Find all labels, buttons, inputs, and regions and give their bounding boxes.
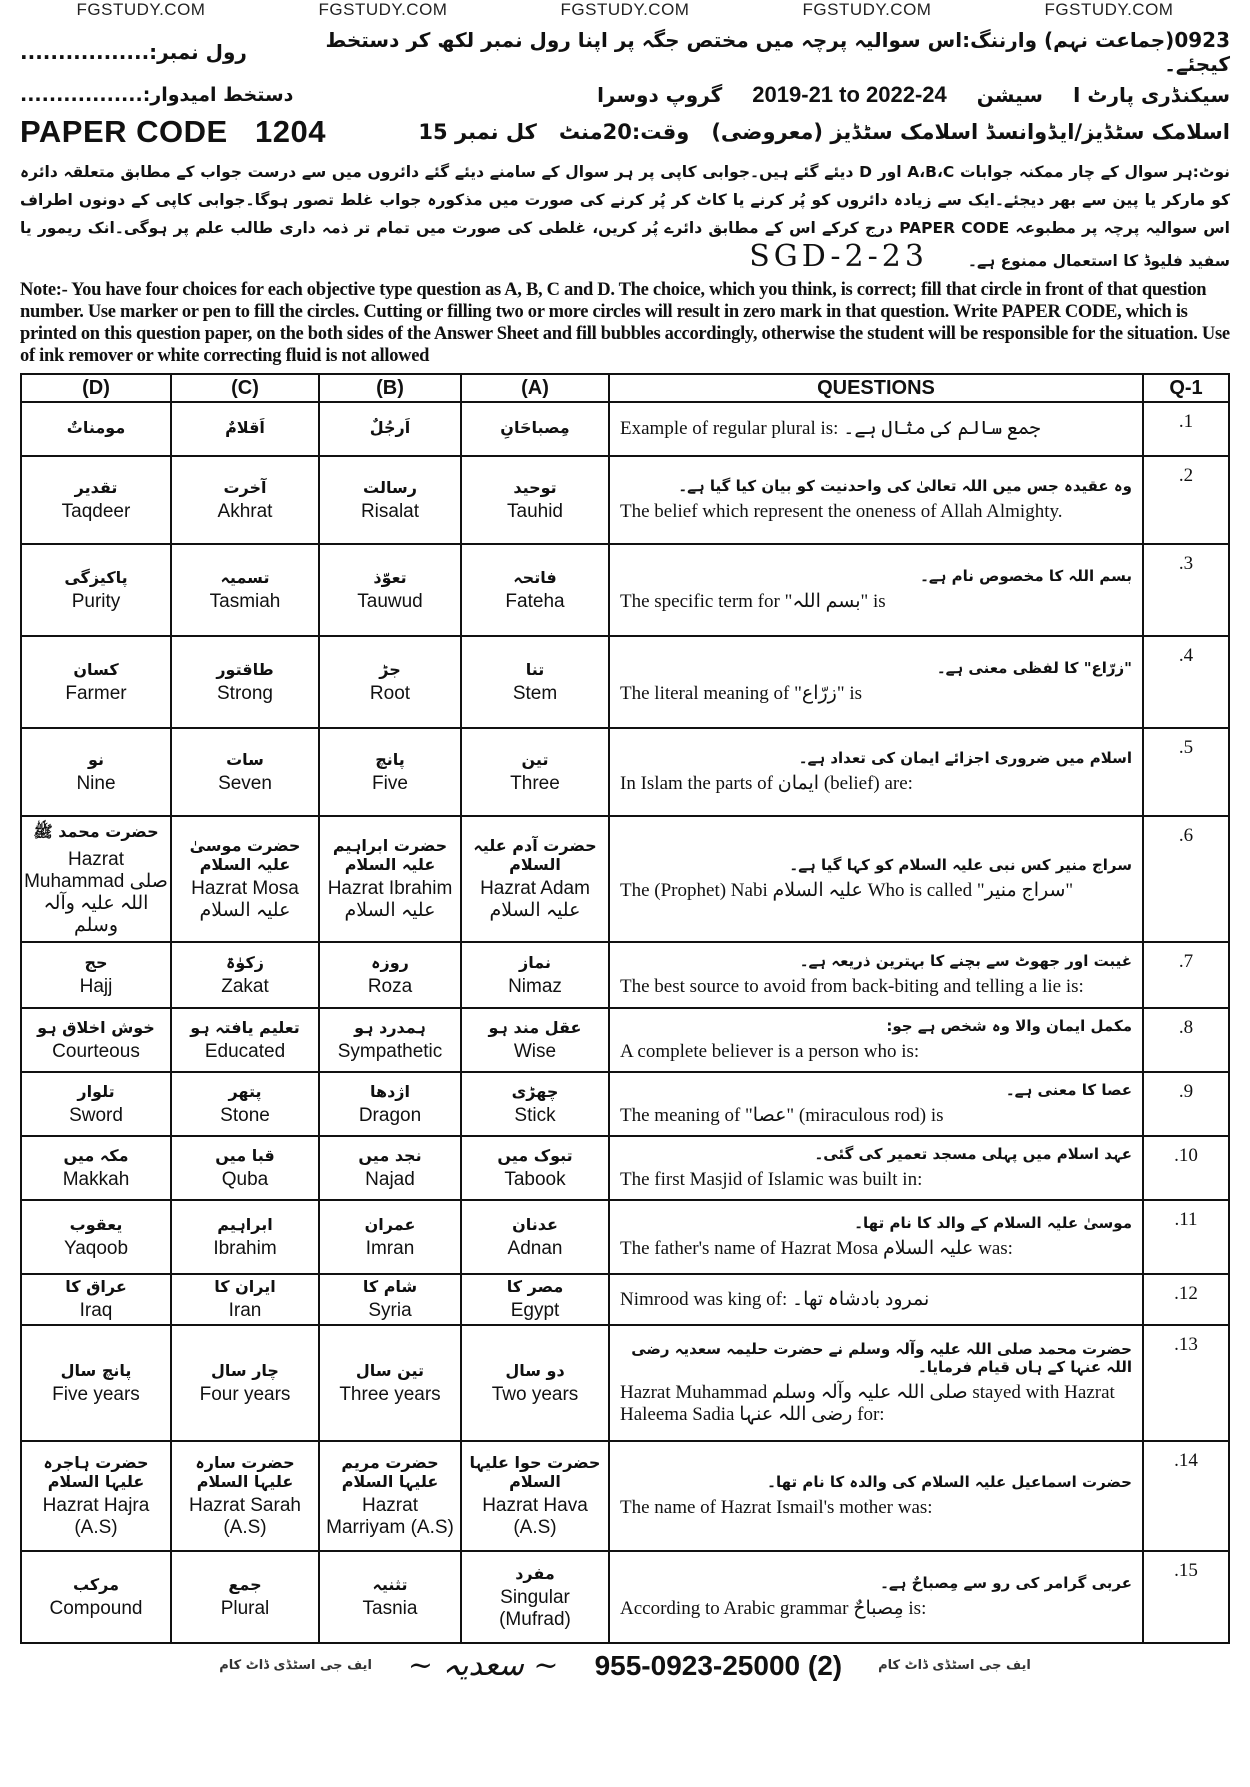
footer-code: 955-0923-25000 (2)	[594, 1649, 843, 1681]
question-row	[21, 1008, 1229, 1072]
option-c	[171, 456, 319, 544]
question-row	[21, 1200, 1229, 1274]
option-urdu: چار سال	[211, 1360, 279, 1380]
english-instructions: Note:- You have four choices for each objective type question as A, B, C and D. The choice, which you think, is correct; fill that circle in front of that question number. Use marker or pen to fill the circles. Cutting or filling two or more circles will result in zero mark in that question. Write PAPER CODE, which is printed on this question paper, on the both sides of the Answer Sheet and fill bubbles accordingly, otherwise the student will be responsible for the situation. Use of ink remover or white correcting fluid is not allowed	[20, 280, 1230, 366]
option-urdu: اژدھا	[369, 1081, 410, 1101]
option-urdu: شام کا	[362, 1277, 418, 1296]
question-urdu: بسم اللہ کا مخصوص نام ہے۔	[920, 567, 1132, 585]
option-urdu: تین	[521, 749, 549, 769]
option-a	[461, 1441, 609, 1551]
option-b	[319, 456, 461, 544]
option-urdu: ابراہیم	[217, 1214, 273, 1234]
option-urdu: اَقلامٌ	[225, 417, 265, 437]
option-c	[171, 1008, 319, 1072]
option-english: Three	[510, 772, 560, 794]
option-urdu: تنا	[525, 659, 545, 679]
option-a	[461, 1072, 609, 1136]
option-b	[319, 1325, 461, 1441]
option-urdu: حج	[84, 952, 108, 972]
option-a	[461, 1200, 609, 1274]
option-english: Egypt	[510, 1300, 560, 1321]
option-urdu: مرکب	[72, 1574, 120, 1594]
question-row	[21, 1441, 1229, 1551]
paper-code-label: PAPER CODE	[20, 114, 228, 149]
option-english: Hazrat Ibrahim علیہ السلام	[327, 878, 453, 921]
option-d	[21, 1008, 171, 1072]
question-urdu: حضرت محمد صلی اللہ علیہ وآلہ وسلم نے حضرت حلیمہ سعدیہ رضی اللہ عنہا کے ہاں قیام فرمایا۔	[631, 1340, 1132, 1376]
footer-watermark: ایف جی اسٹڈی ڈاٹ کام	[878, 1658, 1031, 1673]
option-d	[21, 456, 171, 544]
question-number: .9	[1143, 1072, 1229, 1136]
option-a	[461, 402, 609, 456]
option-english: Hazrat Hajra (A.S)	[42, 1495, 150, 1538]
header-questions: QUESTIONS	[609, 374, 1143, 402]
option-urdu: عراق کا	[65, 1277, 127, 1296]
option-d	[21, 1274, 171, 1325]
question-text	[609, 1274, 1143, 1325]
watermark: FGSTUDY.COM	[76, 0, 206, 19]
option-b	[319, 1136, 461, 1200]
option-urdu: مومناتٌ	[66, 417, 126, 437]
option-english: Sympathetic	[337, 1040, 443, 1062]
header-row-1	[20, 28, 1230, 76]
option-urdu: جمع	[228, 1574, 262, 1594]
option-urdu: اَرجُلٌ	[369, 417, 411, 437]
candidate-signature-field: دستخط امیدوار:.................	[20, 84, 294, 106]
option-d	[21, 942, 171, 1008]
option-b	[319, 544, 461, 636]
option-urdu: چھڑی	[511, 1081, 559, 1101]
question-english: Example of regular plural is: جمع سالم کی مثال ہے۔	[620, 418, 1041, 439]
question-text	[609, 402, 1143, 456]
option-urdu: مِصباحَانِ	[500, 417, 570, 437]
total-marks: کل نمبر 15	[418, 120, 537, 144]
option-english: Hazrat Adam علیہ السلام	[480, 878, 590, 921]
option-english: Adnan	[507, 1237, 563, 1259]
option-urdu: فاتحہ	[513, 567, 557, 587]
option-urdu: عمران	[364, 1214, 416, 1234]
option-urdu: پانچ	[375, 749, 405, 769]
option-english: Imran	[365, 1237, 415, 1259]
option-english: Taqdeer	[61, 500, 131, 522]
option-english: Tasmiah	[209, 590, 281, 612]
option-urdu: پاکیزگی	[64, 567, 128, 587]
option-a	[461, 544, 609, 636]
option-english: Iraq	[79, 1300, 113, 1321]
watermark: FGSTUDY.COM	[560, 0, 690, 19]
option-urdu: تین سال	[355, 1360, 425, 1380]
question-number: .6	[1143, 816, 1229, 942]
option-c	[171, 1136, 319, 1200]
option-urdu: تثنیہ	[372, 1574, 408, 1594]
option-english: Four years	[199, 1383, 291, 1405]
question-number: .3	[1143, 544, 1229, 636]
option-english: Tasnia	[362, 1597, 418, 1619]
question-urdu: غیبت اور جھوٹ سے بچنے کا بہترین ذریعہ ہے۔	[799, 952, 1132, 970]
question-row	[21, 1136, 1229, 1200]
group-label: گروپ دوسرا	[597, 83, 723, 107]
question-english: The name of Hazrat Ismail's mother was:	[620, 1497, 933, 1518]
question-english: A complete believer is a person who is:	[620, 1041, 920, 1062]
option-english: Hazrat Sarah (A.S)	[189, 1495, 301, 1538]
question-text	[609, 544, 1143, 636]
option-b	[319, 1551, 461, 1643]
option-english: Nimaz	[508, 975, 562, 997]
question-english: The first Masjid of Islamic was built in:	[620, 1169, 923, 1190]
question-row	[21, 1551, 1229, 1643]
warning-text: 0923(جماعت نہم) وارننگ:اس سوالیہ پرچہ میں مختص جگہ پر اپنا رول نمبر لکھ کر دستخط کیجئے۔	[325, 28, 1230, 76]
option-english: Fateha	[505, 590, 565, 612]
option-urdu: آخرت	[223, 477, 267, 497]
signature-scribble: ~ سعدیہ ~	[407, 1648, 559, 1683]
option-b	[319, 1274, 461, 1325]
time-allowed: وقت:20منٹ	[558, 120, 690, 144]
option-c	[171, 1325, 319, 1441]
option-english: Root	[369, 682, 411, 704]
question-number: .5	[1143, 728, 1229, 816]
option-english: Akhrat	[217, 500, 273, 522]
header-q1: Q-1	[1143, 374, 1229, 402]
question-english: The father's name of Hazrat Mosa علیہ السلام was:	[620, 1238, 1013, 1259]
option-english: Quba	[221, 1168, 269, 1190]
option-urdu: جڑ	[379, 659, 401, 679]
option-english: Five	[372, 772, 408, 794]
question-row	[21, 636, 1229, 728]
option-c	[171, 942, 319, 1008]
watermark: FGSTUDY.COM	[1044, 0, 1174, 19]
option-a	[461, 1136, 609, 1200]
paper-code	[20, 114, 326, 150]
option-urdu: ایران کا	[214, 1277, 276, 1296]
header-a: (A)	[461, 374, 609, 402]
option-d	[21, 1072, 171, 1136]
question-urdu: مکمل ایمان والا وہ شخص ہے جو:	[886, 1017, 1132, 1035]
option-english: Farmer	[65, 682, 127, 704]
option-urdu: تعلیم یافتہ ہو	[190, 1017, 300, 1037]
handwritten-code: SGD-2-23	[749, 239, 928, 274]
option-urdu: توحید	[513, 477, 557, 497]
option-english: Seven	[218, 772, 272, 794]
option-d	[21, 1200, 171, 1274]
option-english: Five years	[52, 1383, 140, 1405]
question-english: According to Arabic grammar مِصباحٌ is:	[620, 1598, 927, 1619]
subject-title-row	[350, 120, 1230, 144]
option-english: Two years	[491, 1383, 579, 1405]
question-number: .13	[1143, 1325, 1229, 1441]
option-d	[21, 1551, 171, 1643]
question-row	[21, 816, 1229, 942]
option-d	[21, 636, 171, 728]
option-english: Nine	[76, 772, 116, 794]
question-urdu: اسلام میں ضروری اجزائے ایمان کی تعداد ہے۔	[798, 749, 1132, 767]
option-b	[319, 1441, 461, 1551]
option-urdu: تبوک میں	[497, 1145, 573, 1165]
option-urdu: پتھر	[228, 1081, 262, 1101]
footer-watermark: ایف جی اسٹڈی ڈاٹ کام	[219, 1658, 372, 1673]
option-english: Sword	[69, 1104, 123, 1126]
option-english: Roza	[367, 975, 413, 997]
question-row	[21, 544, 1229, 636]
option-english: Hazrat Hava (A.S)	[482, 1495, 588, 1538]
question-english: The specific term for "بسم اللہ" is	[620, 591, 886, 612]
option-urdu: نماز	[519, 952, 551, 972]
option-english: Singular (Mufrad)	[499, 1586, 571, 1630]
option-english: Tauwud	[357, 590, 423, 612]
watermark: FGSTUDY.COM	[318, 0, 448, 19]
urdu-instructions	[20, 158, 1230, 275]
question-english: Nimrood was king of: نمرود بادشاہ تھا۔	[620, 1288, 930, 1310]
question-number: .15	[1143, 1551, 1229, 1643]
option-b	[319, 402, 461, 456]
question-row	[21, 942, 1229, 1008]
option-english: Wise	[513, 1040, 557, 1062]
option-d	[21, 1136, 171, 1200]
option-english: Ibrahim	[213, 1237, 277, 1259]
question-number: .8	[1143, 1008, 1229, 1072]
option-english: Stem	[512, 682, 558, 704]
option-urdu: دو سال	[505, 1360, 565, 1380]
option-english: Plural	[220, 1597, 270, 1619]
questions-table	[20, 373, 1230, 1644]
option-english: Hazrat Mosa علیہ السلام	[191, 878, 299, 921]
option-english: Hazrat Marriyam (A.S)	[326, 1495, 454, 1538]
option-english: Courteous	[52, 1040, 140, 1062]
watermark-row	[20, 0, 1230, 22]
question-row	[21, 1072, 1229, 1136]
question-text	[609, 1072, 1143, 1136]
option-urdu: ہمدرد ہو	[354, 1017, 426, 1037]
option-english: Makkah	[62, 1168, 130, 1190]
part-label: سیکنڈری پارٹ I	[1072, 83, 1230, 107]
question-row	[21, 456, 1229, 544]
option-urdu: حضرت سارہ علیہا السلام	[195, 1453, 295, 1491]
option-english: Hazrat Muhammad صلی اللہ علیہ وآلہ وسلم	[24, 848, 168, 936]
option-urdu: تقدیر	[74, 477, 118, 497]
option-d	[21, 728, 171, 816]
question-text	[609, 1325, 1143, 1441]
question-text	[609, 942, 1143, 1008]
question-text	[609, 1200, 1143, 1274]
question-row	[21, 402, 1229, 456]
question-urdu: عہد اسلام میں پہلی مسجد تعمیر کی گئی۔	[814, 1145, 1132, 1163]
question-english: In Islam the parts of ایمان (belief) are:	[620, 773, 913, 794]
option-english: Dragon	[358, 1104, 422, 1126]
option-c	[171, 1441, 319, 1551]
option-d	[21, 1325, 171, 1441]
option-english: Syria	[368, 1300, 412, 1321]
option-c	[171, 1200, 319, 1274]
option-urdu: رسالت	[363, 477, 417, 497]
class-session-row	[597, 82, 1230, 108]
option-urdu: مکہ میں	[63, 1145, 129, 1165]
option-b	[319, 636, 461, 728]
question-number: .7	[1143, 942, 1229, 1008]
option-english: Strong	[217, 682, 273, 704]
option-a	[461, 816, 609, 942]
question-urdu: حضرت اسماعیل علیہ السلام کی والدہ کا نام تھا۔	[767, 1473, 1132, 1491]
option-c	[171, 816, 319, 942]
option-urdu: قبا میں	[215, 1145, 275, 1165]
question-english: The belief which represent the oneness of Allah Almighty.	[620, 501, 1063, 522]
header-row-3	[20, 114, 1230, 150]
option-urdu: کسان	[73, 659, 119, 679]
option-urdu: روزہ	[371, 952, 409, 972]
option-c	[171, 544, 319, 636]
question-number: .12	[1143, 1274, 1229, 1325]
option-urdu: زکوٰۃ	[226, 952, 264, 972]
option-urdu: عدنان	[512, 1214, 558, 1234]
question-urdu: موسیٰ علیہ السلام کے والد کا نام تھا۔	[854, 1214, 1132, 1232]
subject-title: اسلامک سٹڈیز/ایڈوانسڈ اسلامک سٹڈیز (معروضی)	[711, 120, 1230, 144]
question-number: .1	[1143, 402, 1229, 456]
option-c	[171, 1072, 319, 1136]
option-c	[171, 636, 319, 728]
option-a	[461, 942, 609, 1008]
option-english: Iran	[228, 1300, 262, 1321]
question-row	[21, 728, 1229, 816]
question-text	[609, 1551, 1143, 1643]
question-row	[21, 1274, 1229, 1325]
option-urdu: طاقتور	[216, 659, 274, 679]
question-text	[609, 728, 1143, 816]
option-b	[319, 816, 461, 942]
option-urdu: سات	[226, 749, 264, 769]
option-urdu: یعقوب	[69, 1214, 123, 1234]
option-a	[461, 1008, 609, 1072]
option-urdu: حضرت ہاجرہ علیہا السلام	[43, 1453, 149, 1491]
question-urdu: عصا کا معنی ہے۔	[1005, 1081, 1132, 1099]
question-english: The literal meaning of "زرّاع" is	[620, 683, 863, 704]
option-b	[319, 728, 461, 816]
option-english: Tauhid	[507, 500, 563, 522]
option-english: Risalat	[360, 500, 420, 522]
question-text	[609, 636, 1143, 728]
urdu-instructions-text: نوٹ:ہر سوال کے چار ممکنہ جوابات A،B،C اور D دیئے گئے ہیں۔جوابی کاپی پر ہر سوال کے سامنے دیئے گئے دائروں میں سے درست جواب کے مطابق متعلقہ دائرہ کو مارکر یا پین سے بھر دیجئے۔ایک سے زیادہ دائروں کو پُر کرنے یا کاٹ کر پُر کرنے کی صورت میں مذکورہ جواب غلط تصور ہوگا۔جوابی کاپی کے دونوں اطراف اس سوالیہ پرچہ پر مطبوعہ PAPER CODE درج کرکے اس کے مطابق دائرے پُر کریں، غلطی کی صورت میں تمام تر ذمہ داری طالب علم پر ہوگی۔انک ریمور یا سفید فلیوڈ کا استعمال ممنوع ہے۔	[20, 163, 1230, 270]
option-english: Stick	[514, 1104, 556, 1126]
option-english: Educated	[204, 1040, 286, 1062]
question-urdu: سراج منیر کس نبی علیہ السلام کو کہا گیا ہے۔	[789, 856, 1132, 874]
option-english: Najad	[365, 1168, 415, 1190]
header-d: (D)	[21, 374, 171, 402]
question-english: Hazrat Muhammad صلی اللہ علیہ وآلہ وسلم stayed with Hazrat Haleema Sadia رضی اللہ عنہا for:	[620, 1382, 1115, 1425]
option-b	[319, 1072, 461, 1136]
question-text	[609, 816, 1143, 942]
option-d	[21, 1441, 171, 1551]
option-english: Purity	[71, 590, 121, 612]
option-c	[171, 1551, 319, 1643]
option-a	[461, 728, 609, 816]
option-a	[461, 456, 609, 544]
option-english: Hajj	[79, 975, 113, 997]
option-english: Compound	[49, 1597, 143, 1619]
option-urdu: مفرد	[515, 1563, 555, 1583]
header-b: (B)	[319, 374, 461, 402]
option-urdu: تسمیہ	[220, 567, 270, 587]
option-urdu: نجد میں	[358, 1145, 422, 1165]
option-urdu: حضرت حوا علیہا السلام	[469, 1453, 601, 1491]
session-label: سیشن	[976, 83, 1043, 107]
option-urdu: حضرت موسیٰ علیہ السلام	[189, 836, 301, 874]
option-urdu: عقل مند ہو	[488, 1017, 582, 1037]
option-english: Zakat	[221, 975, 269, 997]
option-urdu: حضرت ابراہیم علیہ السلام	[332, 836, 448, 874]
option-d	[21, 402, 171, 456]
question-number: .11	[1143, 1200, 1229, 1274]
session-years: 2019-21 to 2022-24	[752, 82, 947, 107]
question-text	[609, 1136, 1143, 1200]
watermark: FGSTUDY.COM	[802, 0, 932, 19]
question-urdu: وہ عقیدہ جس میں اللہ تعالیٰ کی واحدنیت کو بیان کیا گیا ہے۔	[678, 477, 1132, 495]
option-c	[171, 402, 319, 456]
option-english: Three years	[339, 1383, 441, 1405]
option-urdu: حضرت مریم علیہا السلام	[341, 1453, 439, 1491]
option-urdu: تعوّذ	[373, 567, 407, 587]
question-text	[609, 1008, 1143, 1072]
option-urdu: تلوار	[77, 1081, 115, 1101]
question-number: .2	[1143, 456, 1229, 544]
option-english: Tabook	[504, 1168, 566, 1190]
option-urdu: نو	[87, 749, 105, 769]
question-urdu: عربی گرامر کی رو سے مِصباحٌ ہے۔	[880, 1574, 1132, 1592]
option-b	[319, 942, 461, 1008]
paper-code-value: 1204	[255, 114, 326, 149]
question-number: .14	[1143, 1441, 1229, 1551]
option-a	[461, 1274, 609, 1325]
option-a	[461, 1325, 609, 1441]
question-text	[609, 1441, 1143, 1551]
option-urdu: پانچ سال	[60, 1360, 132, 1380]
header-c: (C)	[171, 374, 319, 402]
option-a	[461, 1551, 609, 1643]
question-number: .10	[1143, 1136, 1229, 1200]
option-urdu: مصر کا	[506, 1277, 564, 1296]
option-a	[461, 636, 609, 728]
question-number: .4	[1143, 636, 1229, 728]
footer	[20, 1648, 1230, 1683]
option-urdu: خوش اخلاق ہو	[37, 1017, 155, 1037]
option-d	[21, 816, 171, 942]
question-text	[609, 456, 1143, 544]
option-urdu: حضرت محمد ﷺ	[33, 821, 159, 841]
question-row	[21, 1325, 1229, 1441]
question-urdu: "زرّاع" کا لفظی معنی ہے۔	[936, 659, 1132, 677]
roll-number-field: رول نمبر:.................	[20, 40, 247, 64]
question-english: The meaning of "عصا" (miraculous rod) is	[620, 1105, 944, 1126]
option-d	[21, 544, 171, 636]
option-b	[319, 1200, 461, 1274]
question-english: The (Prophet) Nabi علیہ السلام Who is called "سراج منیر"	[620, 880, 1074, 901]
option-english: Stone	[220, 1104, 270, 1126]
option-urdu: حضرت آدم علیہ السلام	[473, 836, 597, 874]
header-row-2	[20, 82, 1230, 108]
option-english: Yaqoob	[63, 1237, 129, 1259]
option-c	[171, 1274, 319, 1325]
option-b	[319, 1008, 461, 1072]
option-c	[171, 728, 319, 816]
question-english: The best source to avoid from back-biting and telling a lie is:	[620, 976, 1084, 997]
